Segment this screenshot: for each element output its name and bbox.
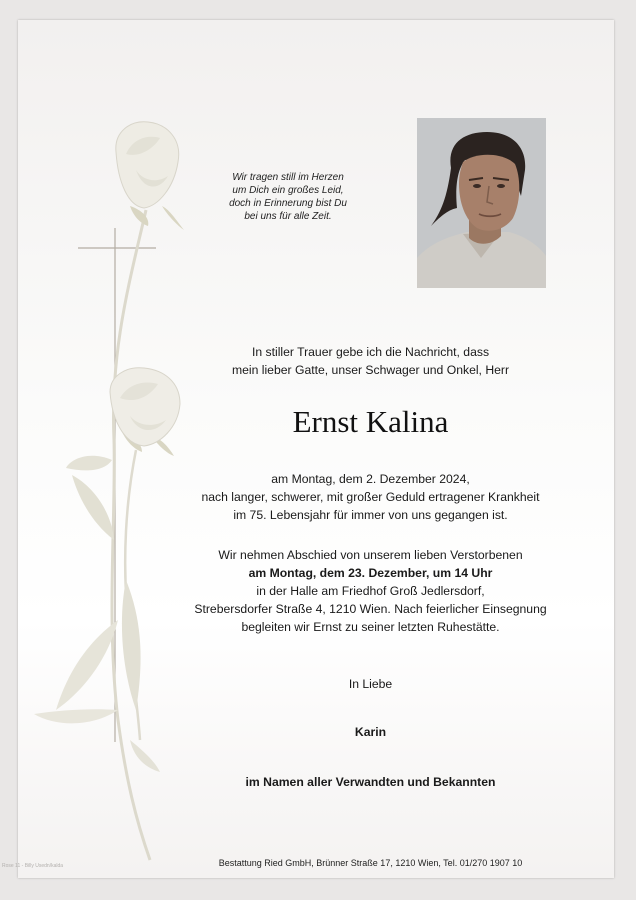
intro-line: In stiller Trauer gebe ich die Nachricht, dass: [251, 345, 490, 359]
farewell-line: begleiten wir Ernst zu seiner letzten Ruhestätte.: [241, 620, 500, 634]
in-liebe-text: In Liebe: [348, 677, 393, 691]
portrait-photo: [417, 118, 546, 288]
deceased-name: Ernst Kalina: [292, 404, 449, 439]
white-rose-cross-decoration: [18, 20, 218, 878]
poem-line: um Dich ein großes Leid,: [232, 185, 344, 196]
signer-name: Karin: [354, 725, 387, 739]
poem-line: bei uns für alle Zeit.: [244, 211, 332, 222]
intro-line: mein lieber Gatte, unser Schwager und Onkel, Herr: [231, 363, 510, 377]
funeral-address: Strebersdorfer Straße 4, 1210 Wien. Nach feierlicher Einsegnung: [194, 602, 547, 616]
obituary-card: [18, 20, 614, 878]
death-line: nach langer, schwerer, mit großer Geduld ertragener Krankheit: [201, 490, 540, 504]
farewell-line: Wir nehmen Abschied von unserem lieben Verstorbenen: [218, 548, 523, 562]
memorial-poem: [218, 171, 358, 223]
death-line: am Montag, dem 2. Dezember 2024,: [271, 472, 470, 486]
funeral-date: am Montag, dem 23. Dezember, um 14 Uhr: [248, 566, 493, 580]
farewell-line: in der Halle am Friedhof Groß Jedlersdorf,: [256, 584, 485, 598]
death-announcement-intro: [168, 343, 573, 379]
death-line: im 75. Lebensjahr für immer von uns gegangen ist.: [233, 508, 508, 522]
relatives-line: im Namen aller Verwandten und Bekannten: [245, 775, 496, 789]
funeral-home-footer: Bestattung Ried GmbH, Brünner Straße 17, 1210 Wien, Tel. 01/270 1907 10: [218, 858, 523, 868]
death-details: [168, 470, 573, 524]
funeral-details: [168, 546, 573, 636]
poem-line: doch in Erinnerung bist Du: [229, 198, 347, 209]
poem-line: Wir tragen still im Herzen: [232, 172, 344, 183]
image-credit: Rose 11 - Billy Usedn/kalda: [2, 863, 64, 869]
